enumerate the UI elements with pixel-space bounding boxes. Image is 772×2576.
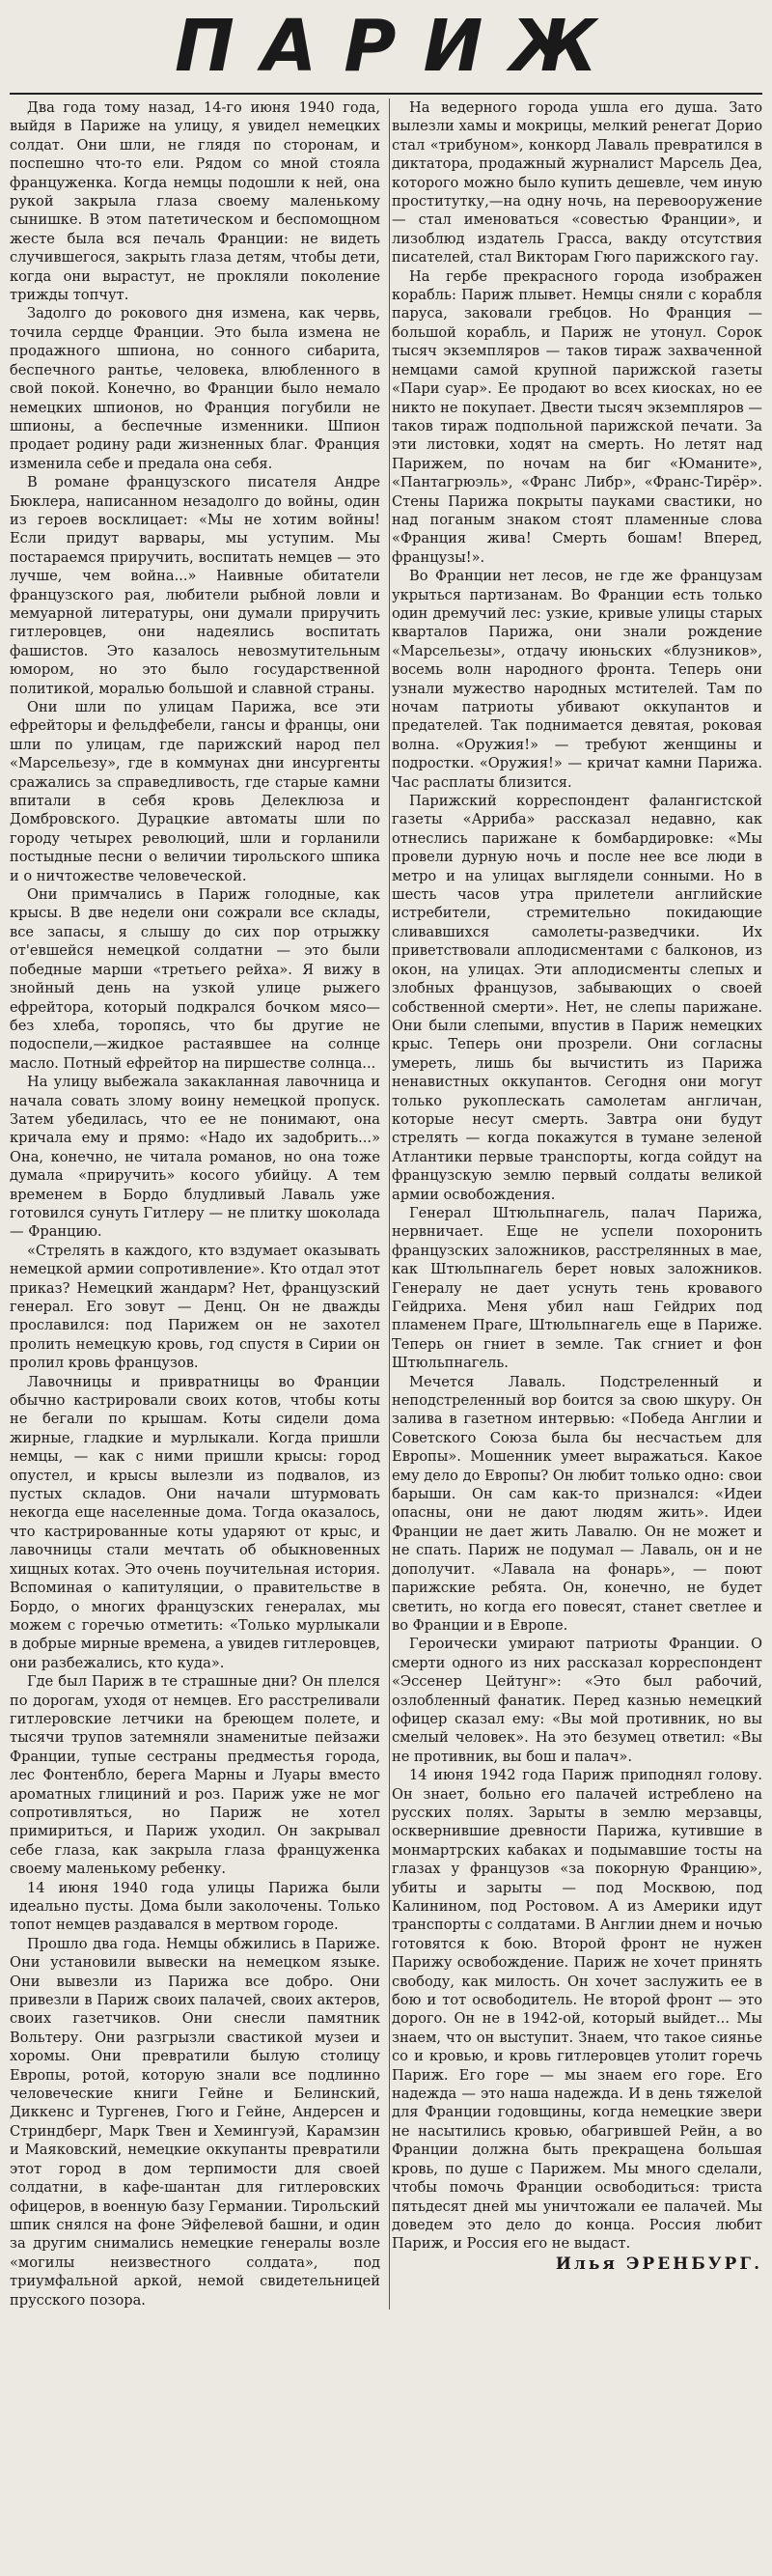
article-columns xyxy=(10,98,762,2310)
paragraph: Они шли по улицам Парижа, все эти ефрейторы и фельдфебели, гансы и францы, они шли по улицам, где парижский народ пел «Марсельезу», где в коммунах дни инсургенты сражались за справедливость, где старые камни впитали в себя кровь Делеклюза и Домбровского. Дурацкие автоматы шли по городу четырех революций, шли и горланили постыдные песни о величии тирольского шпика и о ничтожестве человеческой. xyxy=(10,699,380,884)
paragraph: 14 июня 1942 года Париж приподнял голову. Он знает, больно его палачей истреблено на русских полях. Зарыты в землю мерзавцы, осквернившие древности Парижа, кутившие в монмартрских кабаках и подымавшие тосты на глазах у французов «за покорную Францию», убиты и зарыты — под Москвою, под Калинином, под Ростовом. А из Америки идут транспорты с солдатами. В Англии днем и ночью готовятся к бою. Второй фронт не нужен Парижу освобождение. Париж не хочет принять свободу, как милость. Он хочет заслужить ее в бою и тот освободитель. Не второй фронт — это дорого. Он не в 1942-ой, который выйдет... Мы знаем, что он выступит. Знаем, что такое сиянье со и кровью, и кровь гитлеровцев утолит горечь Париж. Его горе — мы знаем его горе. Его надежда — это наша надежда. И в день тяжелой для Франции годовщины, когда немецкие звери не насытились кровью, обагрившей Рейн, а во Франции должна быть прекращена большая кровь, по душе с Парижем. Мы много сделали, чтобы помочь Франции освободиться: триста пятьдесят дней мы уничтожали ее палачей. Мы доведем это дело до конца. Россия любит Париж, и Россия его не выдаст. xyxy=(392,1767,762,2253)
paragraph: «Стрелять в каждого, кто вздумает оказывать немецкой армии сопротивление». Кто отдал этот приказ? Немецкий жандарм? Нет, французский генерал. Его зовут — Денц. Он не дважды прославился: под Парижем он не захотел пролить немецкую кровь, год спустя в Сирии он пролил кровь французов. xyxy=(10,1242,380,1372)
paragraph: Задолго до рокового дня измена, как червь, точила сердце Франции. Это была измена не продажного шпиона, но сонного сибарита, беспечного рантье, человека, влюбленного в свой покой. Конечно, во Франции было немало немецких шпионов, но Франция погубили не шпионы, а беспечные изменники. Шпион продает родину ради жизненных благ. Франция изменила себе и предала она себя. xyxy=(10,305,380,472)
right-column xyxy=(392,98,762,2310)
paragraph: Генерал Штюльпнагель, палач Парижа, нервничает. Еще не успели похоронить французских заложников, расстрелянных в мае, как Штюльпнагель берет новых заложников. Генералу не дает уснуть тень кровавого Гейдриха. Меня убил наш Гейдрих под пламенем Праге, Штюльпнагель еще в Париже. Теперь он гниет в земле. Так сгниет и фон Штюльпнагель. xyxy=(392,1204,762,1372)
paragraph: Мечется Лаваль. Подстреленный и неподстреленный вор боится за свою шкуру. Он залива в газетном интервью: «Победа Англии и Советского Союза была бы несчастьем для Европы». Мошенник умеет выражаться. Какое ему дело до Европы? Он любит только одно: свои барыши. Он сам как-то признался: «Идеи опасны, они не дают людям жить». Идеи Франции не дает жить Лавалю. Он не может и не спать. Париж не подумал — Лаваль, он и не дополучит. «Лавала на фонарь», — поют парижские ребята. Он, конечно, не будет светить, но когда его повесят, станет светлее и во Франции и в Европе. xyxy=(392,1373,762,1634)
paragraph: Лавочницы и привратницы во Франции обычно кастрировали своих котов, чтобы коты не бегали по крышам. Коты сидели дома жирные, гладкие и мурлыкали. Когда пришли немцы, — как с ними пришли крысы: город опустел, и крысы вылезли из подвалов, из пустых складов. Они начали штурмовать некогда еще населенные дома. Тогда оказалось, что кастрированные коты ударяют от крыс, и лавочницы стали мечтать об обыкновенных хищных котах. Это очень поучительная история. Вспоминая о капитуляции, о правительстве в Бордо, о многих французских генералах, мы можем с горечью отметить: «Только мурлыкали в добрые мирные времена, а увидев гитлеровцев, они разбежались, кто куда». xyxy=(10,1373,380,1671)
paragraph: Героически умирают патриоты Франции. О смерти одного из них рассказал корреспондент «Эссенер Цейтунг»: «Это был рабочий, озлобленный фанатик. Перед казнью немецкий офицер сказал ему: «Вы мой противник, но вы смелый человек». На это безумец ответил: «Вы не противник, вы бош и палач». xyxy=(392,1636,762,1765)
paragraph: Два года тому назад, 14-го июня 1940 года, выйдя в Париже на улицу, я увидел немецких солдат. Они шли, не глядя по сторонам, и поспешно что-то ели. Рядом со мной стояла француженка. Когда немцы подошли к ней, она рукой закрыла глаза своему маленькому сынишке. В этом патетическом и беспомощном жесте была вся печаль Франции: не видеть случившегося, закрыть глаза детям, чтобы дети, когда они вырастут, не прокляли поколение трижды топчут. xyxy=(10,99,380,304)
column-divider xyxy=(389,98,390,2310)
title-rule xyxy=(10,93,762,95)
paragraph: На гербе прекрасного города изображен корабль: Париж плывет. Немцы сняли с корабля паруса, заковали гребцов. Но Франция — большой корабль, и Париж не утонул. Сорок тысяч экземпляров — таков тираж захваченной немцами самой крупной парижской газеты «Пари суар». Ее продают во всех киосках, но ее никто не покупает. Двести тысяч экземпляров — таков тираж подпольной парижской печати. За эти листовки, ходят на смерть. Но летят над Парижем, по ночам на биг «Юманите», «Пантагрюэль», «Франс Либр», «Франс-Тирёр». Стены Парижа покрыты пауками свастики, но над поганым знаком стоят пламенные слова «Франция жива! Смерть бошам! Вперед, французы!». xyxy=(392,267,762,566)
paragraph: На улицу выбежала закакланная лавочница и начала совать злому воину немецкой пропуск. Затем убедилась, что ее не понимают, она кричала ему и прямо: «Надо их задобрить...» Она, конечно, не читала романов, но она тоже думала «приручить» косого убийцу. А тем временем в Бордо блудливый Лаваль уже готовился сунуть Гитлеру — не плитку шоколада — Францию. xyxy=(10,1074,380,1241)
paragraph: 14 июня 1940 года улицы Парижа были идеально пусты. Дома были заколочены. Только топот немцев раздавался в мертвом городе. xyxy=(10,1879,380,1934)
paragraph: Во Франции нет лесов, не где же французам укрыться партизанам. Во Франции есть только один дремучий лес: узкие, кривые улицы старых кварталов Парижа, они знали рождение «Марсельезы», отдачу июньских «блузников», восемь волн народного фронта. Теперь они узнали мужество народных мстителей. Там по ночам патриоты убивают оккупантов и предателей. Так поднимается девятая, роковая волна. «Оружия!» — требуют женщины и подростки. «Оружия!» — кричат камни Парижа. Час расплаты близится. xyxy=(392,568,762,791)
author-signature: Илья ЭРЕНБУРГ. xyxy=(555,2254,762,2274)
paragraph: Парижский корреспондент фалангистской газеты «Арриба» рассказал недавно, как отнеслись парижане к бомбардировке: «Мы провели дурную ночь и после нее все люди в метро и на улицах выглядели сонными. Но в шесть часов утра прилетели английские истребители, стремительно покидающие сливавшихся самолеты-разведчики. Их приветствовали аплодисментами с балконов, из окон, на улицах. Эти аплодисменты слепых и злобных французов, забывающих о своей собственной смерти». Нет, не слепы парижане. Они были слепыми, впустив в Париж немецких крыс. Теперь они прозрели. Они согласны умереть, лишь бы вычистить из Парижа ненавистных оккупантов. Сегодня они могут только рукоплескать самолетам англичан, которые несут смерть. Завтра они будут стрелять — когда покажутся в тумане зеленой Атлантики первые транспорты, когда сойдут на французскую землю первый солдаты великой армии освобождения. xyxy=(392,793,762,1203)
paragraph: На ведерного города ушла его душа. Зато вылезли хамы и мокрицы, мелкий ренегат Дорио стал «трибуном», конкорд Лаваль превратился в диктатора, продажный журналист Марсель Деа, которого можно было купить дешевле, чем иную проститутку,—на одну ночь, на перевооружение — стал именоваться «совестью Франции», и лизоблюд издатель Грасса, вакду отсутствия писателей, стал Викторам Гюго парижского гау. xyxy=(392,99,762,266)
paragraph: Они примчались в Париж голодные, как крысы. В две недели они сожрали все склады, все запасы, я слышу до сих пор отрыжку от'евшейся немецкой солдатни — это были победные марши «третьего рейха». Я вижу в знойный день на узкой улице рыжего ефрейтора, который подкрался бочком мясо—без хлеба, торопясь, что бы другие не подоспели,—жидкое растаявшее на солнце масло. Потный ефрейтор на пиршестве солнца... xyxy=(10,886,380,1072)
right-column-paragraphs xyxy=(392,98,762,2254)
paragraph: В романе французского писателя Андре Бюклера, написанном незадолго до войны, один из героев восклицает: «Мы не хотим войны! Если придут варвары, мы уступим. Мы постараемся приручить, воспитать немцев — это лучше, чем война...» Наивные обитатели французского рая, любители рыбной ловли и мемуарной литературы, они думали приручить гитлеровцев, они надеялись воспитать фашистов. Это казалось невозмутительным юмором, но это было государственной политикой, моралью большой и славной страны. xyxy=(10,474,380,697)
left-column xyxy=(10,98,380,2310)
paragraph: Где был Париж в те страшные дни? Он плелся по дорогам, уходя от немцев. Его расстреливали гитлеровские летчики на бреющем полете, и тысячи трупов затемняли знаменитые пейзажи Франции, тупые сестраны предместья города, лес Фонтенбло, берега Марны и Луары вместо ароматных глициний и роз. Париж уже не мог сопротивляться, но Париж не хотел примириться, и Париж уходил. Он закрывал себе глаза, как закрыла глаза француженка своему маленькому ребенку. xyxy=(10,1673,380,1878)
paragraph: Прошло два года. Немцы обжились в Париже. Они установили вывески на немецком языке. Они вывезли из Парижа все добро. Они привезли в Париж своих палачей, своих актеров, своих газетчиков. Они снесли памятник Вольтеру. Они разгрызли свастикой музеи и хоромы. Они превратили былую столицу Европы, ротой, которую знали все подлинно человеческие книги Гейне и Белинский, Диккенс и Тургенев, Гюго и Гейне, Андерсен и Стриндберг, Марк Твен и Хемингуэй, Карамзин и Маяковский, немецкие оккупанты превратили этот город в дом терпимости для своей солдатни, в кафе-шантан для гитлеровских офицеров, в военную базу Германии. Тирольский шпик снялся на фоне Эйфелевой башни, и один за другим снимались немецкие генералы возле «могилы неизвестного солдата», под триумфальной аркой, немой свидетельницей прусского позора. xyxy=(10,1935,380,2309)
article-title: ПАРИЖ xyxy=(175,5,624,88)
